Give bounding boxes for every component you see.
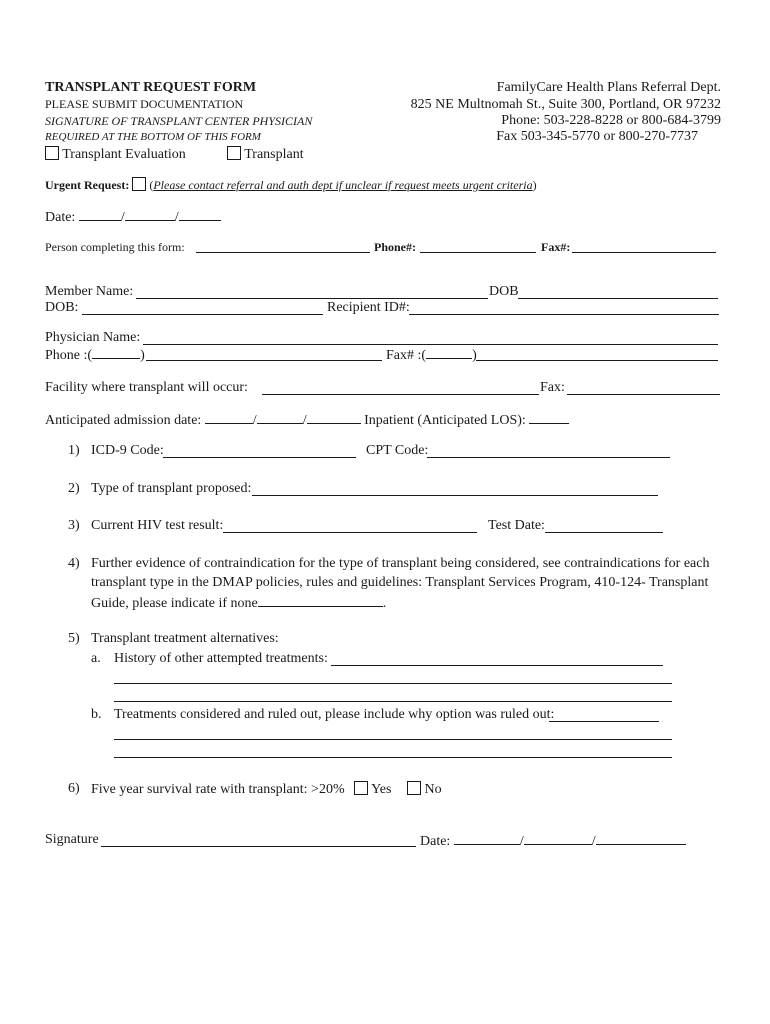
transplant-type-field[interactable]: [252, 495, 658, 496]
admission-row: [45, 411, 569, 429]
physician-phone-field[interactable]: [146, 360, 382, 361]
physician-fax-row: [386, 346, 477, 364]
dob-field[interactable]: [82, 314, 323, 315]
signature-date-day-field[interactable]: [524, 832, 592, 845]
signature-date-row: [420, 832, 686, 850]
facility-label: Facility where transplant will occur:: [45, 380, 248, 395]
fax-label: Fax#:: [541, 240, 571, 254]
facility-fax-label: Fax:: [540, 380, 565, 395]
survival-row: [91, 781, 442, 798]
physician-name-field[interactable]: [143, 344, 718, 345]
physician-phone-row: [45, 346, 145, 364]
urgent-request-checkbox[interactable]: [132, 177, 146, 191]
submit-documentation-note: PLEASE SUBMIT DOCUMENTATION: [45, 97, 244, 111]
cpt-label: CPT Code:: [366, 443, 429, 458]
transplant-evaluation-label: Transplant Evaluation: [62, 147, 186, 162]
admission-slash: /: [252, 413, 257, 428]
cpt-field[interactable]: [427, 457, 670, 458]
signature-date-month-field[interactable]: [454, 832, 520, 845]
ruled-out-line-3[interactable]: [114, 757, 672, 758]
survival-yes-checkbox[interactable]: [354, 781, 368, 795]
admission-month-field[interactable]: [205, 411, 253, 424]
icd9-label: ICD-9 Code:: [91, 443, 164, 458]
date-slash: /: [120, 210, 125, 225]
physician-fax-area-field[interactable]: [426, 346, 472, 359]
item-4-number: 4): [68, 556, 80, 571]
urgent-request-row: [45, 177, 537, 193]
item-3-number: 3): [68, 518, 80, 533]
fax-field[interactable]: [572, 252, 716, 253]
survival-rate-label: Five year survival rate with transplant: >20%: [91, 782, 345, 797]
test-date-field[interactable]: [545, 532, 663, 533]
inpatient-los-field[interactable]: [529, 411, 569, 424]
person-completing-label: Person completing this form:: [45, 240, 185, 254]
member-name-field[interactable]: [136, 298, 488, 299]
org-fax: Fax 503-345-5770 or 800-270-7737: [496, 129, 698, 144]
signature-label: Signature: [45, 832, 99, 847]
urgent-note-close: ): [532, 178, 537, 192]
physician-fax-field[interactable]: [476, 360, 718, 361]
admission-date-label: Anticipated admission date:: [45, 413, 202, 428]
facility-fax-field[interactable]: [567, 394, 720, 395]
org-address: 825 NE Multnomah St., Suite 300, Portland, OR 97232: [410, 97, 721, 112]
transplant-label: Transplant: [244, 147, 304, 162]
signature-date-slash: /: [519, 834, 524, 849]
recipient-id-label: Recipient ID#:: [327, 300, 410, 315]
ruled-out-field[interactable]: [549, 721, 659, 722]
signature-date-year-field[interactable]: [596, 832, 686, 845]
paren-close: ): [140, 348, 145, 363]
contraindication-line-3: [91, 594, 386, 612]
urgent-request-label: Urgent Request:: [45, 178, 130, 192]
survival-no-label: No: [424, 782, 442, 797]
history-treatments-line-3[interactable]: [114, 701, 672, 702]
date-year-field[interactable]: [179, 208, 221, 221]
date-slash: /: [174, 210, 179, 225]
history-treatments-line-2[interactable]: [114, 683, 672, 684]
date-label: Date:: [45, 210, 76, 225]
history-treatments-label: History of other attempted treatments:: [114, 651, 328, 666]
physician-phone-area-field[interactable]: [92, 346, 140, 359]
phone-label: Phone#:: [374, 240, 416, 254]
signature-date-slash: /: [591, 834, 596, 849]
dob-label: DOB:: [45, 300, 79, 315]
member-dob-label: DOB: [489, 284, 519, 299]
survival-no-checkbox[interactable]: [407, 781, 421, 795]
physician-fax-label: Fax# :(: [386, 348, 427, 363]
item-2-number: 2): [68, 481, 80, 496]
transplant-type-label: Type of transplant proposed:: [91, 481, 252, 496]
ruled-out-label: Treatments considered and ruled out, please include why option was ruled out:: [114, 707, 555, 722]
form-title: TRANSPLANT REQUEST FORM: [45, 80, 257, 95]
urgent-note-open: (: [149, 178, 154, 192]
signature-date-label: Date:: [420, 834, 451, 849]
test-date-label: Test Date:: [488, 518, 545, 533]
date-day-field[interactable]: [125, 208, 175, 221]
transplant-evaluation-checkbox[interactable]: [45, 146, 59, 160]
survival-yes-label: Yes: [371, 782, 392, 797]
hiv-result-field[interactable]: [223, 532, 477, 533]
org-name: FamilyCare Health Plans Referral Dept.: [496, 80, 721, 95]
facility-field[interactable]: [262, 394, 539, 395]
icd9-field[interactable]: [163, 457, 356, 458]
transplant-evaluation-option: [45, 146, 186, 163]
item-6-number: 6): [68, 781, 80, 796]
recipient-id-field[interactable]: [409, 314, 719, 315]
signature-required-note: SIGNATURE OF TRANSPLANT CENTER PHYSICIAN: [45, 114, 313, 128]
org-phone: Phone: 503-228-8228 or 800-684-3799: [501, 113, 721, 128]
member-dob-field[interactable]: [518, 298, 718, 299]
date-row: [45, 208, 221, 226]
admission-year-field[interactable]: [307, 411, 361, 424]
person-completing-field[interactable]: [196, 252, 370, 253]
required-bottom-note: REQUIRED AT THE BOTTOM OF THIS FORM: [45, 131, 261, 143]
physician-name-label: Physician Name:: [45, 330, 141, 345]
item-1-number: 1): [68, 443, 80, 458]
paren-close: ): [472, 348, 477, 363]
item-5b-letter: b.: [91, 707, 102, 722]
item-5-number: 5): [68, 631, 80, 646]
alternatives-label: Transplant treatment alternatives:: [91, 631, 279, 646]
contraindication-line-1: Further evidence of contraindication for the type of transplant being considered, see contraindications for each: [91, 556, 710, 571]
contraindication-line-2: transplant type in the DMAP policies, rules and guidelines: Transplant Services Program, 410-124- Transplant: [91, 575, 709, 590]
hiv-result-label: Current HIV test result:: [91, 518, 224, 533]
item-5a-letter: a.: [91, 651, 101, 666]
period: .: [382, 596, 387, 611]
transplant-checkbox[interactable]: [227, 146, 241, 160]
transplant-option: [227, 146, 304, 163]
physician-phone-label: Phone :(: [45, 348, 93, 363]
contraindication-none-label: Guide, please indicate if none: [91, 596, 258, 611]
ruled-out-line-2[interactable]: [114, 739, 672, 740]
date-month-field[interactable]: [79, 208, 121, 221]
inpatient-los-label: Inpatient (Anticipated LOS):: [364, 413, 526, 428]
urgent-note: Please contact referral and auth dept if unclear if request meets urgent criteria: [153, 178, 533, 192]
member-name-label: Member Name:: [45, 284, 134, 299]
admission-day-field[interactable]: [257, 411, 303, 424]
signature-field[interactable]: [101, 846, 416, 847]
phone-field[interactable]: [420, 252, 536, 253]
admission-slash: /: [302, 413, 307, 428]
contraindication-field[interactable]: [258, 594, 383, 607]
history-treatments-field[interactable]: [331, 665, 663, 666]
